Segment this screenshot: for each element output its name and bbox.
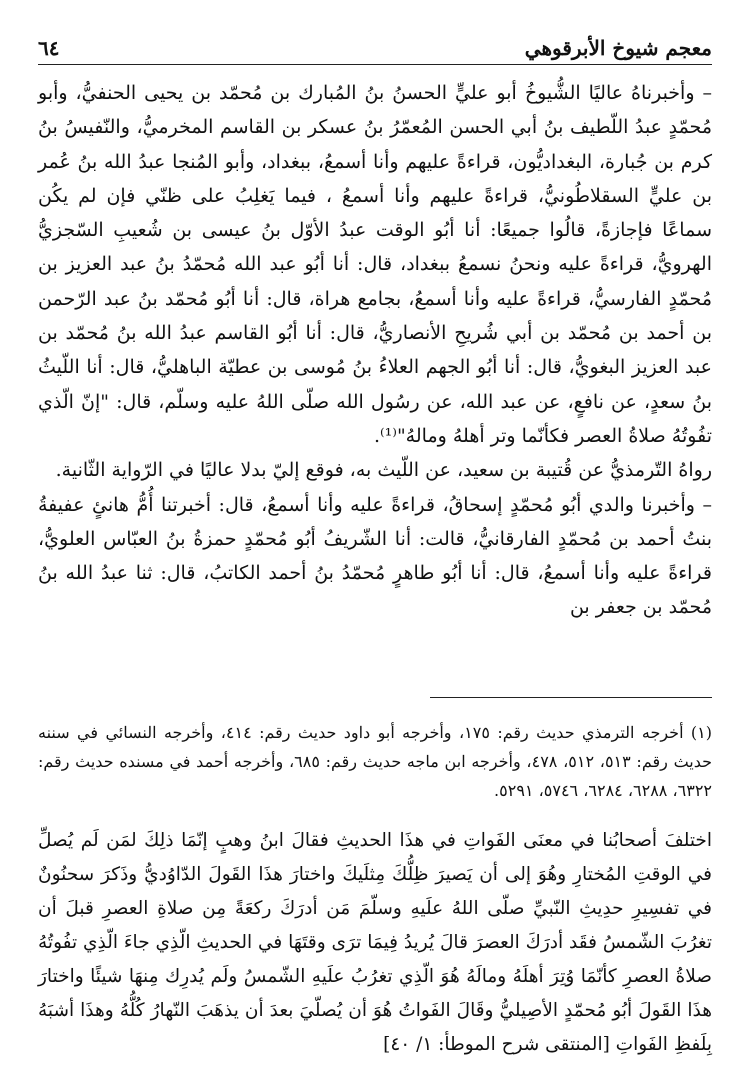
footnote-separator <box>430 697 712 698</box>
paragraph: رواهُ التّرمذيُّ عن قُتيبة بن سعيد، عن اللّيث به، فوقع إليّ بدلا عاليًا في الرّواية الثّانية. <box>55 459 712 482</box>
footnote <box>38 718 712 805</box>
paragraph: – وأخبرناهُ عاليًا الشُّيوخُ أبو عليٍّ الحسنُ بنُ المُبارك بن مُحمّد بن يحيى الحنفيُّ، وأبو مُحمّدٍ عبدُ اللّطيف بنُ أبي الحسن المُعمّرُ بنُ عسكر بن القاسم المخرميُّ، والنّفيسُ بنُ كرم بن جُبارة، البغداديُّون، قراءةً عليهم وأنا أسمعُ، ببغداد، وأبو المُنجا عبدُ الله بنُ عُمر بن عليٍّ السقلاطُونيُّ، قراءةً عليهم وأنا أسمعُ ، فيما يَغلِبُ على ظنّي فإن لم يكُن سماعًا فإجازةً، قالُوا جميعًا: أنا أبُو الوقت عبدُ الأوّل بنُ عيسى بن شُعيبِ السّجزيُّ الهرويُّ، قراءةً عليه ونحنُ نسمعُ ببغداد، قال: أنا أبُو عبد الله مُحمّدُ بنُ عبد العزيز بن مُحمّدٍ الفارسيُّ، قراءةً عليه وأنا أسمعُ، بجامع هراة، قال: أنا أبُو مُحمّد بنُ عبد الرّحمن بن أحمد بن مُحمّد بن أبي شُريحِ الأنصاريُّ، قال: أنا أبُو القاسم عبدُ الله بنُ مُحمّد بن عبد العزيز البغويُّ، قال: أنا أبُو الجهم العلاءُ بنُ مُوسى بن عطيّة الباهليُّ، قال: أنا اللّيثُ بنُ سعدٍ، عن نافعٍ، عن عبد الله، عن رسُول الله صلّى اللهُ عليه وسلّم، قال: "إنّ الّذي تفُوتُهُ صلاةُ العصر فكأنّما وتر أهلهُ ومالهُ"⁽¹⁾. <box>38 82 712 447</box>
paragraph: – وأخبرنا والدي أبُو مُحمّدٍ إسحاقُ، قراءةً عليه وأنا أسمعُ، قال: أخبرتنا أُمُّ هانئٍ عفيفةُ بنتُ أحمد بن مُحمّدٍ الفارقانيُّ، قالت: أنا الشّريفُ أبُو مُحمّدٍ حمزةُ بنُ العبّاس العلويُّ، قراءةً عليه وأنا أسمعُ، قال: أنا أبُو طاهرٍ مُحمّدُ بنُ أحمد الكاتبُ، قال: ثنا عبدُ الله بنُ مُحمّد بن جعفر بن <box>38 493 712 619</box>
running-header <box>38 30 712 65</box>
book-title: معجم شيوخ الأبرقوهي <box>524 36 712 60</box>
commentary-block <box>38 824 712 1062</box>
commentary-text: اختلفَ أصحابُنا في معنَى الفَواتِ في هذَا الحديثِ فقالَ ابنُ وهبٍ إنّمَا ذلِكَ لمَن لَم يُصلِّ في الوقتِ المُختارِ وهُوَ إلى أن يَصيرَ ظِلُّكَ مِثلَيكَ واختارَ هذَا القَولَ الدّاوُديُّ وذَكرَ سحنُونٌ في تفسِيرِ حدِيثِ النّبيِّ صلّى اللهُ علَيهِ وسلّمَ مَن أدرَكَ ركعَةً مِن صلاةِ العصرِ قبلَ أن تغرُبَ الشّمسُ فقَد أدرَكَ العصرَ قالَ يُريدُ فِيمَا ترَى وقتَهَا في الحديثِ الّذِي جاءَ الّذِي تفُوتُهُ صلاةُ العصرِ كأنّمَا وُتِرَ أهلَهُ ومالَهُ هُوَ الّذِي تغرُبُ علَيهِ الشّمسُ ولَم يُدرِك مِنهَا شيئًا واختارَ هذَا القَولَ أبُو مُحمّدٍ الأصِيليُّ وقَالَ الفَواتُ هُوَ أن يُصلّيَ بعدَ أن يذهَبَ النّهارُ كُلُّهُ وهذَا أشبَهُ بِلَفظِ الفَواتِ [المنتقى شرح الموطأ: ١/ ٤٠] <box>38 830 712 1055</box>
main-text <box>38 76 712 625</box>
page-number: ٦٤ <box>38 36 60 60</box>
footnote-text: (١) أخرجه الترمذي حديث رقم: ١٧٥، وأخرجه أبو داود حديث رقم: ٤١٤، وأخرجه النسائي في سننه حديث رقم: ٥١٣، ٥١٢، ٤٧٨، وأخرجه ابن ماجه حديث رقم: ٦٨٥، وأخرجه أحمد في مسنده حديث رقم: ٦٣٢٢، ٦٢٨٨، ٦٢٨٤، ٥٧٤٦، ٥٢٩١. <box>38 723 713 800</box>
